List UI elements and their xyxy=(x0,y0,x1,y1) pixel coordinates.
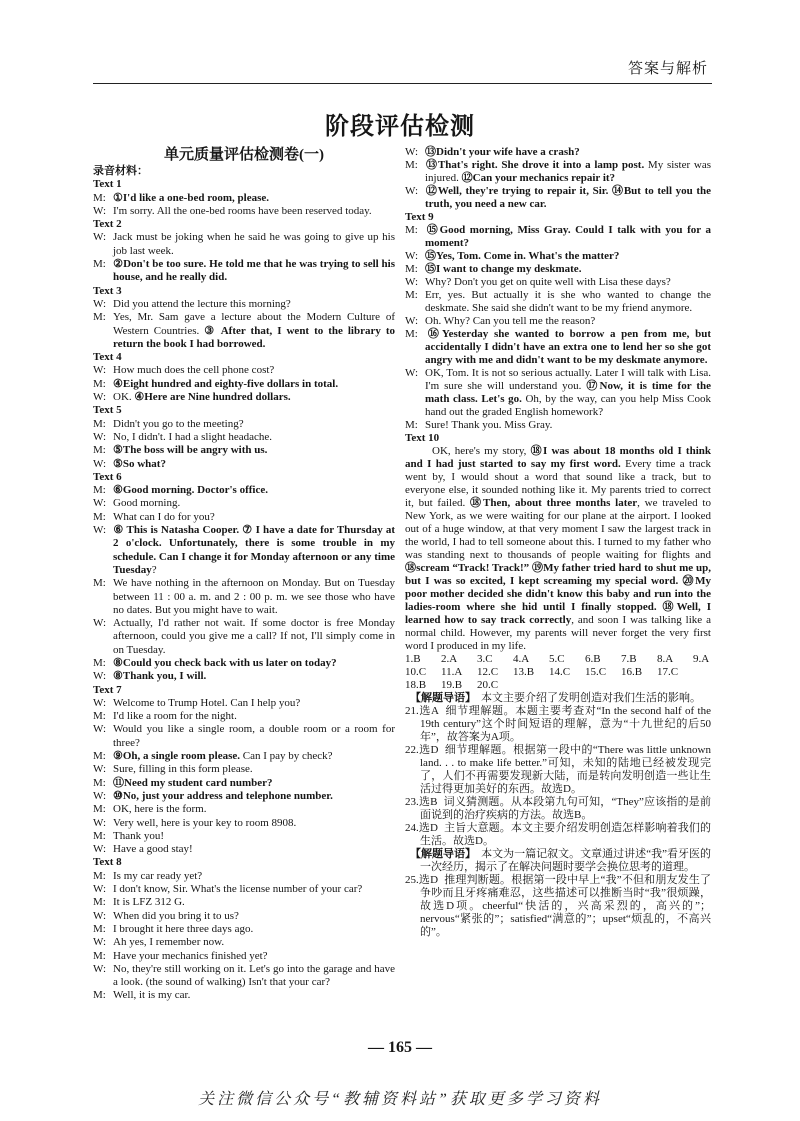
dialogue-line xyxy=(405,419,711,432)
dialogue-text: Jack must be joking when he said he was going to give up his job last week. xyxy=(113,231,395,257)
dialogue-text: Welcome to Trump Hotel. Can I help you? xyxy=(113,696,301,709)
key-sentence: ⑫Can your mechanics repair it? xyxy=(461,172,616,184)
dialogue-line xyxy=(93,511,395,524)
speaker-label: M: xyxy=(405,159,418,171)
speaker-label: W: xyxy=(93,936,107,949)
dialogue-line xyxy=(405,315,711,328)
dialogue-text: It is LFZ 312 G. xyxy=(113,896,185,909)
dialogue-text: What can I do for you? xyxy=(113,510,215,523)
speaker-label: W: xyxy=(405,315,419,327)
transcript-label: 录音材料： xyxy=(93,165,148,177)
dialogue-text: Yes, Mr. Sam gave a lecture about the Modern Culture of Western Countries. xyxy=(113,311,395,337)
answer-key-item: 3.C xyxy=(477,653,493,665)
dialogue-text: I'd like a room for the night. xyxy=(113,710,237,723)
dialogue-text: Oh, by the way, can you help Miss Cook hand out the graded English homework? xyxy=(425,393,711,418)
dialogue-text: How much does the cell phone cost? xyxy=(113,364,275,377)
transcript-label: Text 8 xyxy=(93,856,122,869)
speaker-label: W: xyxy=(93,909,107,922)
page-title: 阶段评估检测 xyxy=(325,114,475,140)
speaker-label: W: xyxy=(93,204,107,217)
dialogue-line xyxy=(405,328,711,367)
answer-key-item: 8.A xyxy=(657,653,674,665)
dialogue-line xyxy=(93,391,395,404)
dialogue-line xyxy=(93,444,395,457)
speaker-label: M: xyxy=(405,289,418,301)
answer-key-row xyxy=(405,679,711,692)
narrative-text: , and soon I was talking like a normal child. However, my parents will never forget the very first word I produced in my life. xyxy=(405,614,711,652)
key-sentence: ⑫Well, they're trying to repair it, Sir. ⑭But to tell you the truth, you need a new car. xyxy=(425,185,711,210)
dialogue-text: Well, it is my car. xyxy=(113,989,191,1002)
answer-key-item: 16.B xyxy=(621,666,643,678)
key-sentence: ⑱Then, about three months later xyxy=(469,497,638,509)
speaker-label: M: xyxy=(405,224,418,236)
key-sentence: ⑬Didn't your wife have a crash? xyxy=(425,146,580,158)
transcript-label: Text 1 xyxy=(93,178,122,191)
answer-key-item: 19.B xyxy=(441,679,463,691)
dialogue-line xyxy=(93,418,395,431)
dialogue-text: Oh. Why? Can you tell me the reason? xyxy=(425,315,596,327)
dialogue-line xyxy=(93,777,395,790)
key-sentence: ⑨Oh, a single room please. xyxy=(113,750,240,763)
dialogue-line xyxy=(93,378,395,391)
dialogue-text: Have a good stay! xyxy=(113,843,193,856)
speaker-label: M: xyxy=(93,577,106,590)
answer-key-item: 6.B xyxy=(585,653,601,665)
transcript-label: Text 5 xyxy=(93,404,122,417)
dialogue-line xyxy=(93,670,395,683)
answer-key-item: 20.C xyxy=(477,679,499,691)
dialogue-line xyxy=(93,657,395,670)
dialogue-line xyxy=(405,276,711,289)
promo-footer-text: 关注微信公众号“教辅资料站”获取更多学习资料 xyxy=(198,1091,602,1108)
transcript-label: Text 7 xyxy=(93,683,122,696)
speaker-label: M: xyxy=(405,419,418,431)
dialogue-line xyxy=(93,617,395,657)
dialogue-line xyxy=(93,790,395,803)
dialogue-line xyxy=(93,697,395,710)
dialogue-line xyxy=(93,497,395,510)
dialogue-text: Sure, filling in this form please. xyxy=(113,763,253,776)
answer-key-row xyxy=(405,653,711,666)
speaker-label: M: xyxy=(93,484,106,497)
dialogue-line xyxy=(93,192,395,205)
dialogue-text: I don't know, Sir. What's the license number of your car? xyxy=(113,883,363,896)
speaker-label: W: xyxy=(405,250,419,262)
dialogue-line xyxy=(405,146,711,159)
key-sentence: ⑮Good morning, Miss Gray. Could I talk with you for a moment? xyxy=(425,224,711,249)
speaker-label: M: xyxy=(93,656,106,669)
key-sentence: ⑧Thank you, I will. xyxy=(113,670,207,683)
item-number: 24.选D xyxy=(405,822,438,834)
dialogue-line xyxy=(93,830,395,843)
dialogue-text: No, they're still working on it. Let's go into the garage and have a look. (the sound of walking) Isn't that your car? xyxy=(113,962,395,989)
speaker-label: M: xyxy=(93,750,106,763)
speaker-label: W: xyxy=(93,364,107,377)
speaker-label: W: xyxy=(93,524,107,537)
speaker-label: M: xyxy=(405,328,418,340)
dialogue-line xyxy=(93,923,395,936)
item-text: 细节理解题。本题主要考查对“In the second half of the 19th century”这个时间短语的理解，意为“十九世纪的后50年”，故答案为A项。 xyxy=(420,705,711,743)
explanation-item xyxy=(405,705,711,744)
dialogue-text: I brought it here three days ago. xyxy=(113,922,254,935)
answer-key-row xyxy=(405,666,711,679)
dialogue-line xyxy=(93,431,395,444)
dialogue-text: I'm sorry. All the one-bed rooms have been reserved today. xyxy=(113,204,372,217)
dialogue-text: OK, here is the form. xyxy=(113,803,207,816)
dialogue-line xyxy=(93,963,395,990)
section-label: 答案与解析 xyxy=(627,61,708,77)
dialogue-line xyxy=(405,263,711,276)
explanation-item xyxy=(405,874,711,939)
dialogue-text: Have your mechanics finished yet? xyxy=(113,949,268,962)
speaker-label: M: xyxy=(93,377,106,390)
speaker-label: M: xyxy=(93,510,106,523)
key-sentence: ⑯Yesterday she wanted to borrow a pen from me, but accidentally I didn't have an extra one to lend her so she got angry with me and didn't want to be my deskmate anymore. xyxy=(425,328,711,366)
dialogue-text: No, I didn't. I had a slight headache. xyxy=(113,430,272,443)
key-sentence: ②Don't be too sure. He told me that he was trying to sell his house, and he really did. xyxy=(113,258,395,284)
dialogue-text: OK, Tom. It is not so serious actually. Later I will talk with Lisa. I'm sure she will understand you. xyxy=(425,367,711,392)
answer-key-item: 5.C xyxy=(549,653,565,665)
item-number: 25.选D xyxy=(405,874,439,886)
speaker-label: W: xyxy=(93,816,107,829)
unit-title: 单元质量评估检测卷(一) xyxy=(164,147,324,163)
item-text: 推理判断题。根据第一段中早上“我”不但和朋友发生了争吵而且牙疼痛难忍，这些描述可以推断当时“我”很烦躁，故选D项。cheerful“快活的，兴高采烈的，高兴的”；nervous“紧张的”；satisfied“满意的”；upset“烦乱的，不高兴的”。 xyxy=(420,874,711,938)
speaker-label: W: xyxy=(93,789,107,802)
transcript-label: Text 4 xyxy=(93,351,122,364)
dialogue-text: We have nothing in the afternoon on Monday. But on Tuesday between 11 : 00 a. m. and 2 : 00 p. m. we see those who have no dates. But you might have to wait. xyxy=(113,577,395,616)
dialogue-text: Actually, I'd rather not wait. If some doctor is free Monday afternoon, could you give me a call? If not, I'll simply come in on Tuesday. xyxy=(113,617,395,656)
key-sentence: ⑤So what? xyxy=(113,457,166,470)
key-sentence: ⑥ This is Natasha Cooper. ⑦ I have a date for Thursday at 2 o'clock. Unfortunately, there is some trouble in my schedule. Can I change it for Monday afternoon or any time Tuesday xyxy=(113,524,395,576)
speaker-label: W: xyxy=(405,146,419,158)
transcript-label: Text 9 xyxy=(405,211,434,223)
key-sentence: ⑮I want to change my deskmate. xyxy=(425,263,582,275)
item-number: 23.选B xyxy=(405,796,438,808)
speaker-label: M: xyxy=(93,922,106,935)
speaker-label: M: xyxy=(93,869,106,882)
page-number: — 165 — xyxy=(368,1039,432,1056)
dialogue-text: OK. xyxy=(113,391,135,404)
speaker-label: W: xyxy=(405,367,419,379)
speaker-label: W: xyxy=(93,430,107,443)
speaker-label: W: xyxy=(93,696,107,709)
key-sentence: ⑬That's right. She drove it into a lamp post. xyxy=(425,159,645,171)
answer-key-item: 11.A xyxy=(441,666,463,678)
key-sentence: ⑩No, just your address and telephone number. xyxy=(113,789,333,802)
key-sentence: ⑱scream “Track! Track!” ⑲My father tried hard to shut me up, but I was so excited, I kept screaming my special word. ⑳My poor mother decided she didn't know this baby and run into the ladies-room where she hid until I finally stopped. ⑱Well, I learned how to say track correctly xyxy=(405,562,711,626)
explanation-note xyxy=(405,692,711,705)
key-sentence: ④Here are Nine hundred dollars. xyxy=(134,391,291,404)
answer-key-item: 17.C xyxy=(657,666,679,678)
dialogue-line xyxy=(405,224,711,250)
dialogue-line xyxy=(93,484,395,497)
item-number: 22.选D xyxy=(405,744,439,756)
header-rule xyxy=(93,83,712,84)
narrative-paragraph xyxy=(405,445,711,653)
dialogue-line xyxy=(93,803,395,816)
dialogue-text: Good morning. xyxy=(113,497,181,510)
dialogue-text: Sure! Thank you. Miss Gray. xyxy=(425,419,553,431)
dialogue-line xyxy=(93,910,395,923)
item-text: 细节理解题。根据第一段中的“There was little unknown land. . . to make life better.”可知，未知的陆地已经被发现完了，人们不再需要发现新大陆，而是转向发明创造一些让生活过得更加美好的东西。故选D。 xyxy=(420,744,711,795)
speaker-label: W: xyxy=(93,391,107,404)
answer-key-item: 12.C xyxy=(477,666,499,678)
dialogue-line xyxy=(93,524,395,577)
speaker-label: W: xyxy=(93,670,107,683)
note-text: 本文主要介绍了发明创造对我们生活的影响。 xyxy=(481,692,701,704)
dialogue-line xyxy=(93,577,395,617)
speaker-label: M: xyxy=(93,949,106,962)
speaker-label: M: xyxy=(93,776,106,789)
answer-key-item: 2.A xyxy=(441,653,458,665)
right-column xyxy=(405,146,711,939)
speaker-label: M: xyxy=(93,896,106,909)
transcript-label: Text 10 xyxy=(405,432,440,444)
dialogue-line xyxy=(93,231,395,258)
key-sentence: ⑮Yes, Tom. Come in. What's the matter? xyxy=(425,250,620,262)
explanation-note xyxy=(405,848,711,874)
answer-key-item: 1.B xyxy=(405,653,421,665)
speaker-label: W: xyxy=(93,457,107,470)
dialogue-text: Thank you! xyxy=(113,829,165,842)
transcript-label: Text 3 xyxy=(93,284,122,297)
dialogue-line xyxy=(93,843,395,856)
speaker-label: M: xyxy=(93,191,106,204)
dialogue-line xyxy=(93,950,395,963)
key-sentence: ③ After that, I went to the library to return the book I had borrowed. xyxy=(113,324,396,350)
speaker-label: W: xyxy=(93,962,107,975)
running-header xyxy=(628,59,708,79)
answer-key-item: 10.C xyxy=(405,666,427,678)
speaker-label: M: xyxy=(93,444,106,457)
dialogue-line xyxy=(93,870,395,883)
dialogue-line xyxy=(93,723,395,750)
dialogue-line xyxy=(93,311,395,351)
dialogue-text: Would you like a single room, a double room or a room for three? xyxy=(113,723,395,749)
speaker-label: M: xyxy=(93,989,106,1002)
dialogue-text: When did you bring it to us? xyxy=(113,909,239,922)
dialogue-text: My sister was injured. xyxy=(425,159,711,184)
dialogue-text: Err, yes. But actually it is she who wanted to change the deskmate. She said she didn't want to be my friend anymore. xyxy=(425,289,711,314)
dialogue-line xyxy=(405,185,711,211)
dialogue-text: Can I pay by check? xyxy=(240,750,333,763)
speaker-label: M: xyxy=(93,258,106,271)
speaker-label: W: xyxy=(93,723,107,736)
dialogue-text: Is my car ready yet? xyxy=(113,869,203,882)
dialogue-line xyxy=(93,763,395,776)
key-sentence: ⑤The boss will be angry with us. xyxy=(113,444,268,457)
dialogue-line xyxy=(93,817,395,830)
key-sentence: ⑱I was about 18 months old I think and I had just started to say my first word. xyxy=(405,445,711,470)
speaker-label: W: xyxy=(93,297,107,310)
answer-key-item: 18.B xyxy=(405,679,427,691)
dialogue-line xyxy=(405,159,711,185)
dialogue-line xyxy=(405,367,711,419)
dialogue-line xyxy=(405,250,711,263)
dialogue-line xyxy=(93,989,395,1002)
key-sentence: ⑪Need my student card number? xyxy=(113,776,273,789)
speaker-label: M: xyxy=(405,263,418,275)
dialogue-line xyxy=(93,883,395,896)
speaker-label: M: xyxy=(93,829,106,842)
speaker-label: W: xyxy=(93,883,107,896)
speaker-label: W: xyxy=(405,276,419,288)
speaker-label: W: xyxy=(93,763,107,776)
note-tag: 【解题导语】 xyxy=(410,848,477,860)
dialogue-line xyxy=(93,936,395,949)
narrative-text: , we traveled to New York, as we were waiting for our plane at the airport. I looked out of a huge window, at that very moment I saw the largest track in the world, I had to tell someone about this. I turned to my father who was standing next to thousands of people waiting for flights and xyxy=(405,497,711,561)
note-text: 本文为一篇记叙文。文章通过讲述“我”看牙医的一次经历，揭示了在解决问题时要学会换位思考的道理。 xyxy=(420,848,712,873)
key-sentence: ⑰Now, it is time for the math class. Let's go. xyxy=(425,380,711,405)
speaker-label: M: xyxy=(93,417,106,430)
answer-key-item: 7.B xyxy=(621,653,637,665)
explanation-item xyxy=(405,822,711,848)
dialogue-line xyxy=(93,298,395,311)
answer-key xyxy=(405,653,711,692)
note-tag: 【解题导语】 xyxy=(410,692,476,704)
dialogue-line xyxy=(93,364,395,377)
dialogue-line xyxy=(93,896,395,909)
dialogue-line xyxy=(93,258,395,285)
key-sentence: ⑥Good morning. Doctor's office. xyxy=(113,484,268,497)
speaker-label: W: xyxy=(93,843,107,856)
dialogue-text: Didn't you go to the meeting? xyxy=(113,417,244,430)
speaker-label: M: xyxy=(93,803,106,816)
answer-key-item: 15.C xyxy=(585,666,607,678)
dialogue-line xyxy=(93,750,395,763)
dialogue-text: Did you attend the lecture this morning? xyxy=(113,297,291,310)
dialogue-text: Ah yes, I remember now. xyxy=(113,936,225,949)
dialogue-line xyxy=(93,205,395,218)
explanation-item xyxy=(405,744,711,796)
item-text: 主旨大意题。本文主要介绍发明创造怎样影响着我们的生活。故选D。 xyxy=(420,822,711,847)
explanation-item xyxy=(405,796,711,822)
dialogue-text: ? xyxy=(151,563,157,576)
dialogue-text: Why? Don't you get on quite well with Lisa these days? xyxy=(425,276,671,288)
transcript-label: Text 2 xyxy=(93,218,122,231)
speaker-label: W: xyxy=(93,497,107,510)
answer-key-item: 13.B xyxy=(513,666,535,678)
narrative-text: OK, here's my story, xyxy=(432,445,531,457)
dialogue-text: Very well, here is your key to room 8908. xyxy=(113,816,297,829)
key-sentence: ⑧Could you check back with us later on today? xyxy=(113,656,337,669)
key-sentence: ④Eight hundred and eighty-five dollars in total. xyxy=(113,377,339,390)
dialogue-line xyxy=(93,710,395,723)
speaker-label: W: xyxy=(93,617,107,630)
narrative-text: Every time a track went by, I would shout a word that sound like a track, but to everyone else, it sounded nothing like it. My parents tried to correct it, but failed. xyxy=(405,458,712,509)
answer-key-item: 9.A xyxy=(693,653,710,665)
left-column xyxy=(93,146,395,1003)
speaker-label: W: xyxy=(93,231,107,244)
item-number: 21.选A xyxy=(405,705,439,717)
item-text: 词义猜测题。从本段第九句可知，“They”应该指的是前面说到的治疗疾病的方法。故选B。 xyxy=(420,796,711,821)
dialogue-line xyxy=(405,289,711,315)
dialogue-line xyxy=(93,458,395,471)
answer-key-item: 4.A xyxy=(513,653,530,665)
speaker-label: M: xyxy=(93,311,106,324)
answer-key-item: 14.C xyxy=(549,666,571,678)
key-sentence: ①I'd like a one-bed room, please. xyxy=(113,191,270,204)
speaker-label: M: xyxy=(93,710,106,723)
transcript-label: Text 6 xyxy=(93,470,122,483)
speaker-label: W: xyxy=(405,185,419,197)
